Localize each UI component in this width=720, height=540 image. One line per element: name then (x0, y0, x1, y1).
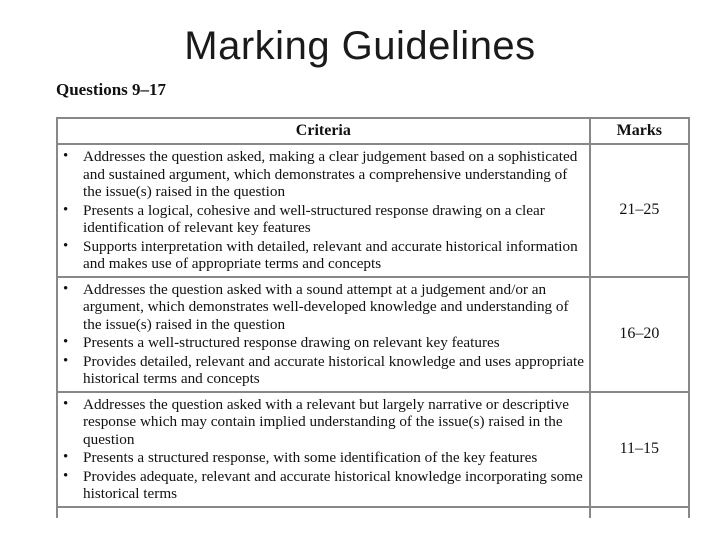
marking-criteria-table (56, 117, 690, 518)
table-row (57, 392, 689, 507)
slide-title: Marking Guidelines (184, 24, 536, 68)
criterion-item: • Addresses the question asked with a relevant but largely narrative or descriptive response which may contain implied understanding of the issue(s) raised in the question (58, 396, 585, 449)
criteria-list (58, 145, 589, 276)
table-header-row (57, 118, 689, 144)
criterion-item: • Presents a structured response, with some identification of the key features (58, 449, 585, 467)
marks-range: 11–15 (590, 392, 689, 507)
criteria-cell (57, 144, 590, 277)
table-row-cutoff (57, 507, 689, 518)
criteria-list (58, 393, 589, 506)
marks-column-header: Marks (590, 118, 689, 144)
criterion-item: • Addresses the question asked, making a clear judgement based on a sophisticated and sustained argument, which demonstrates a comprehensive understanding of the issue(s) raised in the question (58, 148, 585, 201)
questions-heading: Questions 9–17 (56, 80, 167, 99)
marks-range: 21–25 (590, 144, 689, 277)
criterion-item: • Provides adequate, relevant and accurate historical knowledge incorporating some historical terms (58, 468, 585, 503)
criterion-item: • Provides detailed, relevant and accurate historical knowledge and uses appropriate historical terms and concepts (58, 353, 585, 388)
criterion-item: • Addresses the question asked with a sound attempt at a judgement and/or an argument, which demonstrates well-developed knowledge and understanding of the issue(s) raised in the question (58, 281, 585, 334)
marks-cell-cutoff (590, 507, 689, 518)
criterion-item: • Presents a logical, cohesive and well-structured response drawing on a clear identification of relevant key features (58, 202, 585, 237)
criteria-cell (57, 277, 590, 392)
criteria-column-header: Criteria (57, 118, 590, 144)
table-row (57, 277, 689, 392)
table-row (57, 144, 689, 277)
criteria-list (58, 278, 589, 391)
criterion-item: • Supports interpretation with detailed, relevant and accurate historical information and makes use of appropriate terms and concepts (58, 238, 585, 273)
marks-range: 16–20 (590, 277, 689, 392)
criteria-cell (57, 392, 590, 507)
criteria-cell-cutoff (57, 507, 590, 518)
criterion-item: • Presents a well-structured response drawing on relevant key features (58, 334, 585, 352)
